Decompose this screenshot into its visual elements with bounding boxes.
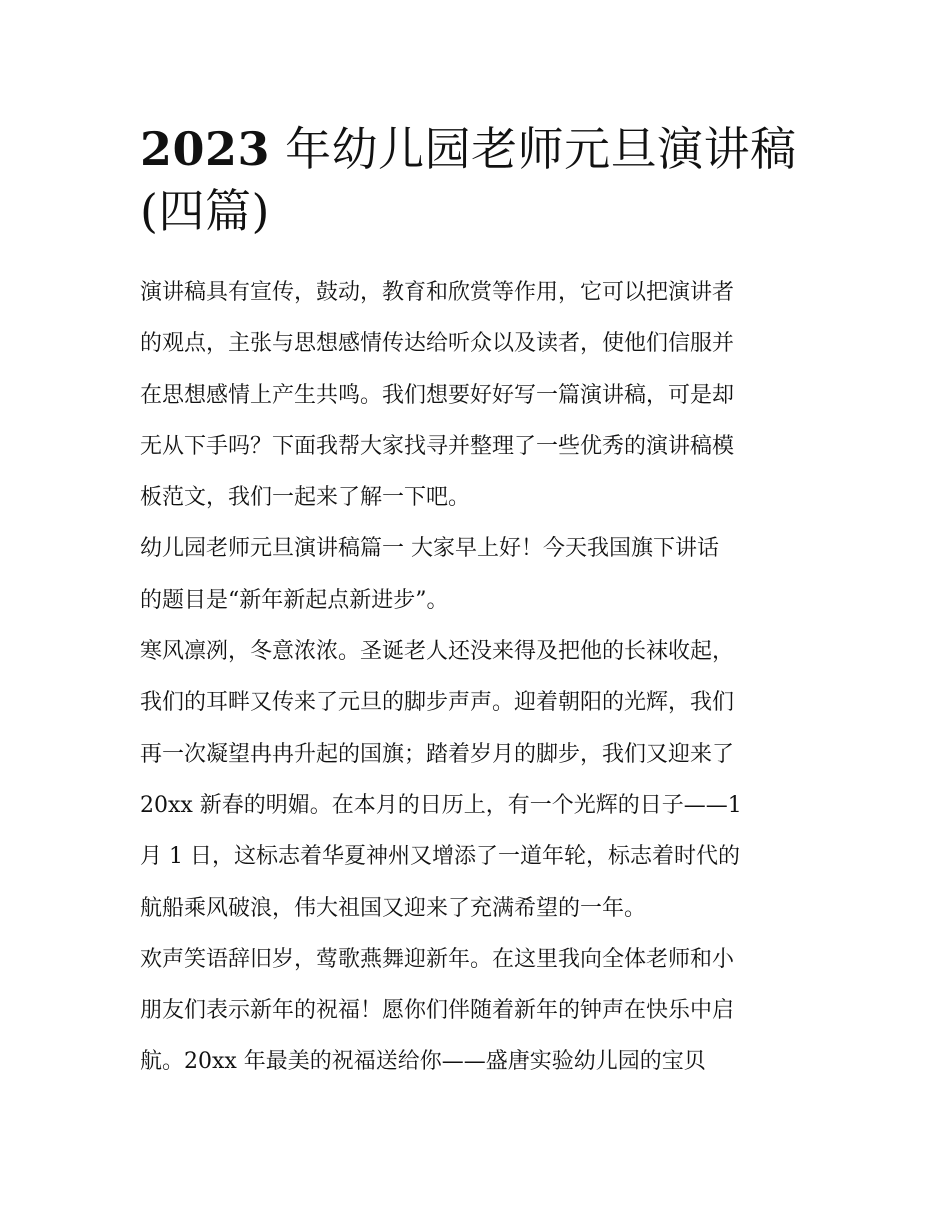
text-line: 寒风凛冽，冬意浓浓。圣诞老人还没来得及把他的长袜收起， xyxy=(140,639,735,665)
title-text: 年幼儿园老师元旦演讲稿 xyxy=(270,122,797,176)
text-line: 航船乘风破浪，伟大祖国又迎来了充满希望的一年。 xyxy=(140,895,647,921)
text-line: 板范文，我们一起来了解一下吧。 xyxy=(140,485,471,511)
text-line: 演讲稿具有宣传，鼓动，教育和欣赏等作用，它可以把演讲者 xyxy=(140,280,735,305)
text-line: 欢声笑语辞旧岁，莺歌燕舞迎新年。在这里我向全体老师和小 xyxy=(140,946,735,972)
title-subtitle: (四篇) xyxy=(140,184,270,238)
document-body xyxy=(140,280,820,1101)
text-line: 的观点，主张与思想感情传达给听众以及读者，使他们信服并 xyxy=(140,331,735,357)
title-year: 2023 xyxy=(140,122,271,176)
text-line: 20xx 新春的明媚。在本月的日历上，有一个光辉的日子——1 xyxy=(140,792,742,818)
text-line: 月 1 日，这标志着华夏神州又增添了一道年轮，标志着时代的 xyxy=(140,844,740,870)
text-line: 再一次凝望冉冉升起的国旗；踏着岁月的脚步，我们又迎来了 xyxy=(140,741,735,767)
text-line: 的题目是“新年新起点新进步”。 xyxy=(140,587,449,613)
text-line: 幼儿园老师元旦演讲稿篇一 大家早上好！今天我国旗下讲话 xyxy=(140,536,719,562)
document-title xyxy=(140,118,820,242)
text-line: 无从下手吗？下面我帮大家找寻并整理了一些优秀的演讲稿模 xyxy=(140,433,735,459)
text-line: 我们的耳畔又传来了元旦的脚步声声。迎着朝阳的光辉，我们 xyxy=(140,690,735,716)
text-line: 航。20xx 年最美的祝福送给你——盛唐实验幼儿园的宝贝 xyxy=(140,1049,706,1075)
text-line: 在思想感情上产生共鸣。我们想要好好写一篇演讲稿，可是却 xyxy=(140,382,735,408)
text-line: 朋友们表示新年的祝福！愿你们伴随着新年的钟声在快乐中启 xyxy=(140,998,735,1024)
